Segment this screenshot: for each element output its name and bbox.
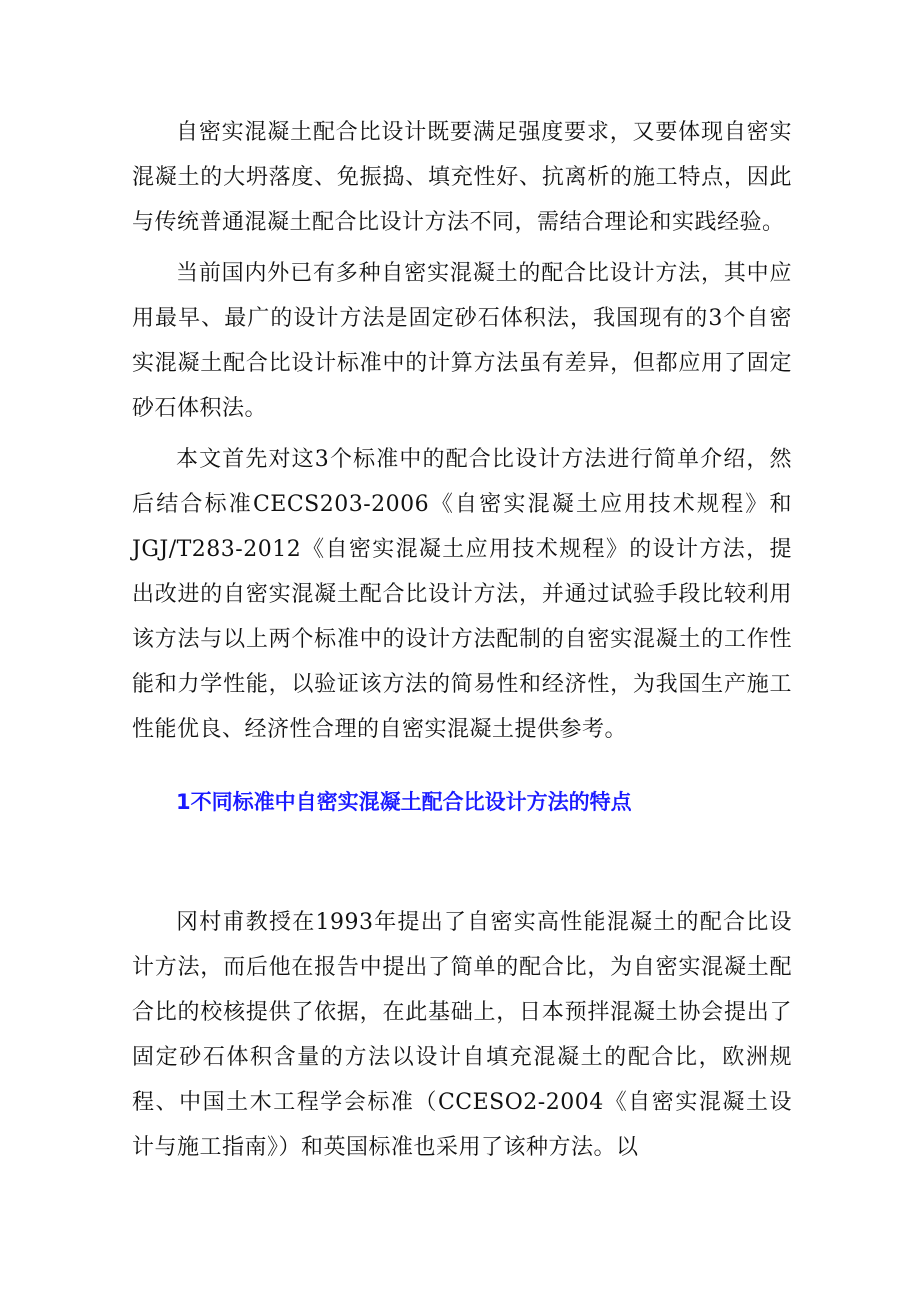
paragraph-intro-1: 自密实混凝土配合比设计既要满足强度要求，又要体现自密实混凝土的大坍落度、免振捣、填充性好、抗离析的施工特点，因此与传统普通混凝土配合比设计方法不同，需结合理论和实践经验。 (132, 120, 792, 235)
paragraph-section-1: 冈村甫教授在1993年提出了自密实高性能混凝土的配合比设计方法，而后他在报告中提出了简单的配合比，为自密实混凝土配合比的校核提供了依据，在此基础上，日本预拌混凝土协会提出了固定砂石体积含量的方法以设计自填充混凝土的配合比，欧洲规程、中国土木工程学会标准（CCESO2-2004《自密实混凝土设计与施工指南》）和英国标准也采用了该种方法。以 (132, 910, 792, 1160)
document-body (132, 110, 792, 1176)
paragraph-intro-3: 本文首先对这3个标准中的配合比设计方法进行简单介绍，然后结合标准CECS203-2006《自密实混凝土应用技术规程》和JGJ/T283-2012《自密实混凝土应用技术规程》的设计方法，提出改进的自密实混凝土配合比设计方法，并通过试验手段比较利用该方法与以上两个标准中的设计方法配制的自密实混凝土的工作性能和力学性能，以验证该方法的简易性和经济性，为我国生产施工性能优良、经济性合理的自密实混凝土提供参考。 (132, 447, 792, 742)
section-heading: 1不同标准中自密实混凝土配合比设计方法的特点 (176, 790, 632, 814)
paragraph-intro-2: 当前国内外已有多种自密实混凝土的配合比设计方法，其中应用最早、最广的设计方法是固定砂石体积法，我国现有的3个自密实混凝土配合比设计标准中的计算方法虽有差异，但都应用了固定砂石体积法。 (132, 261, 792, 421)
